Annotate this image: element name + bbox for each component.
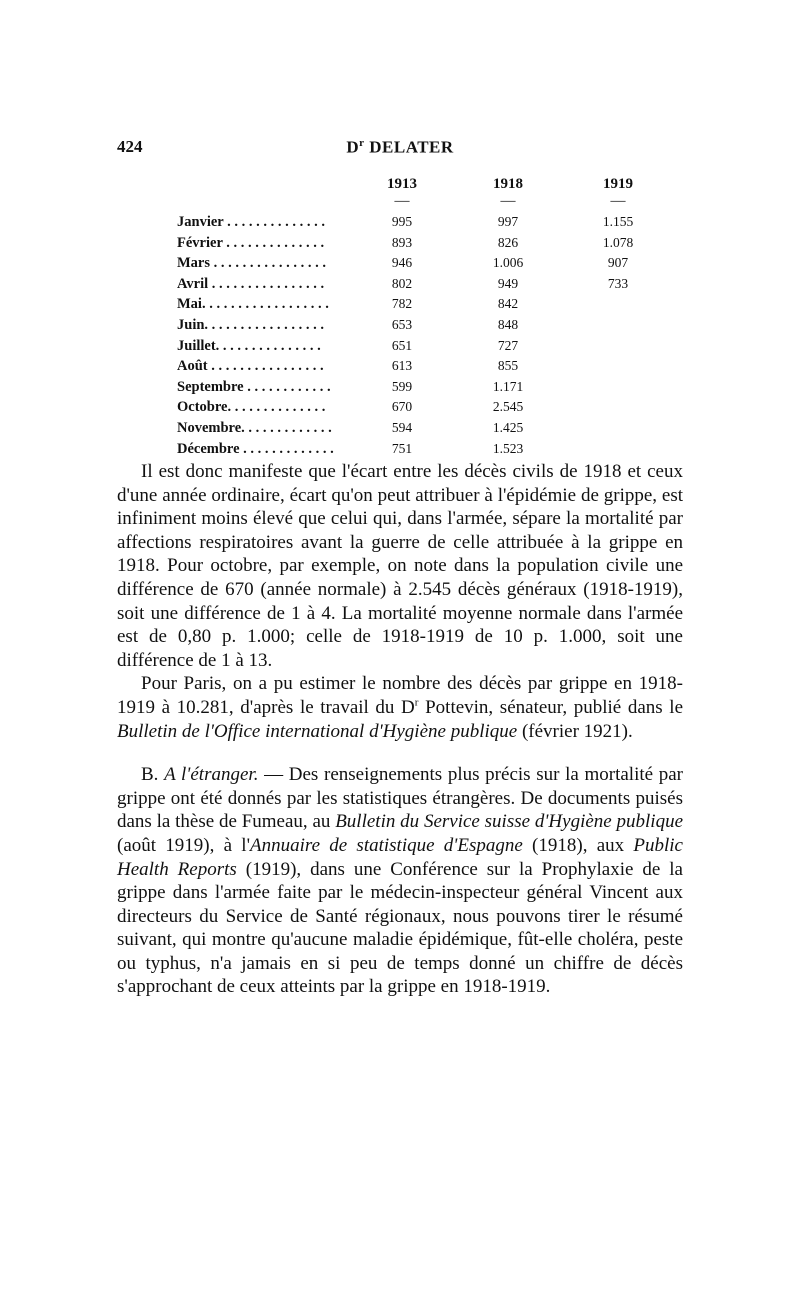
cell-1913: 782 xyxy=(391,296,413,312)
table-row xyxy=(177,441,647,462)
paragraph-3: B. A l'étranger. — Des renseignements plus précis sur la mortalité par grippe ont été donnés par les statistiques étrangères. De documents puisés dans la thèse de Fumeau, au Bulletin du Service suisse d'Hygiène publique (août 1919), à l'Annuaire de statistique d'Espagne (1918), aux Public Health Reports (1919), dans une Conférence sur la Prophylaxie de la grippe dans l'armée faite par le médecin-inspecteur général Vincent aux directeurs du Service de Santé régionaux, nous pouvons tirer le résumé suivant, qui montre qu'aucune maladie épidémique, fût-elle choléra, peste ou typhus, n'a jamais en si peu de temps donné un chiffre de décès s'approchant de ceux atteints par la grippe en 1918-1919. xyxy=(117,764,684,998)
cell-1918: 997 xyxy=(497,214,519,229)
body-text xyxy=(117,460,683,999)
month-label: Juillet. . . . . . . . . . . . . . . xyxy=(177,337,321,354)
cell-1918: 842 xyxy=(497,296,519,312)
cell-1913: 802 xyxy=(391,275,413,291)
cell-1913: 594 xyxy=(391,419,413,435)
cell-1913: 653 xyxy=(391,316,413,332)
month-label: Août . . . . . . . . . . . . . . . . xyxy=(177,358,324,375)
cell-1913: 599 xyxy=(391,378,413,394)
page-number: 424 xyxy=(117,137,143,156)
table-row xyxy=(177,338,647,359)
cell-1918: 727 xyxy=(497,337,519,353)
running-head-prefix: D xyxy=(346,137,360,157)
paragraph-2: Pour Paris, on a pu estimer le nombre des décès par grippe en 1918-1919 à 10.281, d'après le travail du $D^r$ Pottevin, sénateur, publié dans le Bulletin de l'Office international d'Hygiène publique (février 1921). xyxy=(117,673,683,742)
column-header-1918: 1918 — xyxy=(493,176,523,209)
cell-1913: 751 xyxy=(391,440,413,456)
cell-1918: 1.523 xyxy=(492,440,524,456)
table-row xyxy=(177,214,647,235)
table-body xyxy=(177,214,647,461)
cell-1919: 1.078 xyxy=(602,234,634,250)
month-label: Octobre. . . . . . . . . . . . . . xyxy=(177,399,326,416)
page-header xyxy=(117,137,683,161)
cell-1913: 613 xyxy=(391,358,413,374)
column-header-1919: 1919 — xyxy=(603,176,633,209)
cell-1918: 1.006 xyxy=(492,255,524,271)
month-label: Avril . . . . . . . . . . . . . . . . xyxy=(177,275,325,292)
cell-1913: 893 xyxy=(391,234,413,250)
table-row xyxy=(177,296,647,317)
table-row xyxy=(177,399,647,420)
cell-1918: 848 xyxy=(497,316,519,332)
table-row xyxy=(177,420,647,441)
month-label: Février . . . . . . . . . . . . . . xyxy=(177,234,325,251)
cell-1918: 1.171 xyxy=(492,378,524,394)
cell-1919: 907 xyxy=(607,255,629,271)
month-label: Juin. . . . . . . . . . . . . . . . . xyxy=(177,316,325,333)
table-row xyxy=(177,317,647,338)
running-head-sup: r xyxy=(359,137,365,149)
running-head-name: DELATER xyxy=(364,137,454,157)
cell-1919: 1.155 xyxy=(602,214,634,229)
table-header xyxy=(177,176,647,214)
cell-1918: 2.545 xyxy=(492,399,524,415)
cell-1913: 946 xyxy=(391,255,413,271)
month-label: Mai. . . . . . . . . . . . . . . . . . xyxy=(177,296,329,313)
cell-1919: 733 xyxy=(607,275,629,291)
table-row xyxy=(177,358,647,379)
cell-1913: 995 xyxy=(391,214,413,229)
month-label: Janvier . . . . . . . . . . . . . . xyxy=(177,214,325,230)
cell-1918: 949 xyxy=(497,275,519,291)
running-head xyxy=(117,137,683,158)
month-label: Décembre . . . . . . . . . . . . . xyxy=(177,440,334,457)
table-row xyxy=(177,255,647,276)
column-header-1913: 1913 — xyxy=(387,176,417,209)
cell-1918: 826 xyxy=(497,234,519,250)
cell-1918: 1.425 xyxy=(492,419,524,435)
cell-1913: 651 xyxy=(391,337,413,353)
paragraph-1: Il est donc manifeste que l'écart entre les décès civils de 1918 et ceux d'une année ordinaire, écart qu'on peut attribuer à l'épidémie de grippe, est infiniment moins élevé que celui qui, dans l'armée, sépare la mortalité par affections respiratoires avant la guerre de celle attribuée à la grippe en 1918. Pour octobre, par exemple, on note dans la population civile une différence de 670 (année normale) à 2.545 décès généraux (1918-1919), soit une différence de 1 à 4. La mortalité moyenne normale dans l'armée est de 0,80 p. 1.000; celle de 1918-1919 de 10 p. 1.000, soit une différence de 1 à 13. xyxy=(117,461,683,671)
month-label: Septembre . . . . . . . . . . . . xyxy=(177,378,331,395)
month-label: Novembre. . . . . . . . . . . . . xyxy=(177,419,332,436)
month-label: Mars . . . . . . . . . . . . . . . . xyxy=(177,255,327,272)
table-row xyxy=(177,379,647,400)
table-row xyxy=(177,276,647,297)
mortality-table xyxy=(177,176,647,456)
table-row xyxy=(177,235,647,256)
cell-1913: 670 xyxy=(391,399,413,415)
cell-1918: 855 xyxy=(497,358,519,374)
